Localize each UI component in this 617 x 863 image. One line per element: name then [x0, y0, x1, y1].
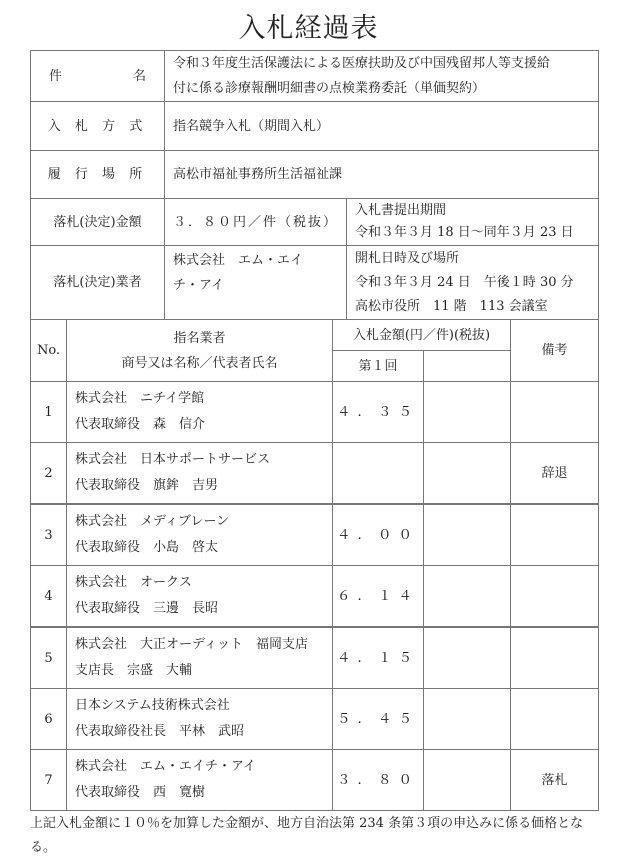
row-vendor	[66, 442, 333, 504]
row-no: 7	[30, 749, 67, 811]
subject-label	[30, 50, 165, 102]
row-representative: 支店長 宗盛 大輔	[75, 663, 193, 678]
row-remarks	[510, 688, 599, 750]
award-vendor-label: 落札(決定)業者	[30, 245, 165, 320]
subject-label-a: 件	[49, 68, 63, 84]
row-remarks: 落札	[510, 749, 599, 811]
row-company: 株式会社 大正オーディット 福岡支店	[75, 637, 308, 652]
row-company: 株式会社 エム・エイチ・アイ	[75, 759, 256, 774]
row-vendor	[66, 749, 333, 811]
opening-label: 開札日時及び場所	[355, 251, 460, 266]
row-representative: 代表取締役 小島 啓太	[75, 540, 219, 555]
header-remarks: 備考	[510, 319, 599, 382]
row-company: 株式会社 ニチイ学館	[75, 391, 205, 406]
row-vendor	[66, 627, 333, 689]
row-round-1: ４．３５	[332, 381, 424, 443]
opening-place: 高松市役所 11 階 113 会議室	[355, 299, 548, 314]
row-no: 2	[30, 442, 67, 504]
row-round-1: ４．１５	[332, 627, 424, 689]
method-value-text: 指名競争入札（期間入札）	[173, 118, 330, 134]
row-round-1	[332, 442, 424, 504]
footer-note: 上記入札金額に１０％を加算した金額が、地方自治法第 234 条第３項の申込みに係る価格となる。	[30, 816, 584, 855]
award-amount-value	[164, 198, 347, 246]
row-round-2	[423, 442, 511, 504]
award-vendor-line-2: チ・アイ	[173, 278, 224, 293]
row-vendor	[66, 688, 333, 750]
header-vendor-line-1: 指名業者	[173, 330, 226, 346]
row-round-2	[423, 504, 511, 566]
row-representative: 代表取締役 三邊 長昭	[75, 601, 219, 616]
row-no: 3	[30, 504, 67, 566]
subject-line-2: 付に係る診療報酬明細書の点検業務委託（単価契約）	[173, 81, 486, 96]
award-amount-text: ３．８０円／件（税抜）	[173, 214, 339, 230]
row-representative: 代表取締役 西 寛樹	[75, 785, 206, 800]
award-amount-label: 落札(決定)金額	[30, 198, 165, 246]
subject-value	[164, 50, 599, 102]
award-vendor-line-1: 株式会社 エム・エイ	[173, 253, 304, 268]
row-company: 株式会社 オークス	[75, 575, 192, 590]
row-vendor	[66, 565, 333, 627]
row-remarks	[510, 504, 599, 566]
row-remarks	[510, 627, 599, 689]
row-round-2	[423, 749, 511, 811]
header-vendor-line-2: 商号又は名称／代表者氏名	[121, 355, 278, 371]
submission-period	[346, 198, 599, 246]
row-no: 4	[30, 565, 67, 627]
document-title: 入札経過表	[238, 13, 379, 44]
header-vendor	[66, 319, 333, 382]
row-round-2	[423, 627, 511, 689]
row-round-2	[423, 688, 511, 750]
location-value	[164, 150, 599, 199]
row-representative: 代表取締役 旗鉾 吉男	[75, 478, 219, 493]
row-round-1: ５．４５	[332, 688, 424, 750]
opening-datetime: 令和３年３月 24 日 午後１時 30 分	[355, 275, 574, 290]
row-vendor	[66, 381, 333, 443]
row-representative: 代表取締役 森 信介	[75, 417, 206, 432]
method-label: 入 札 方 式	[30, 101, 165, 151]
method-value	[164, 101, 599, 151]
location-value-text: 高松市福祉事務所生活福祉課	[173, 167, 343, 182]
row-company: 日本システム技術株式会社	[75, 698, 230, 713]
row-remarks	[510, 565, 599, 627]
row-remarks: 辞退	[510, 442, 599, 504]
header-amount: 入札金額(円／件)(税抜)	[332, 319, 511, 351]
row-remarks	[510, 381, 599, 443]
row-vendor	[66, 504, 333, 566]
row-round-2	[423, 381, 511, 443]
row-no: 1	[30, 381, 67, 443]
row-round-2	[423, 565, 511, 627]
header-round-2	[423, 350, 511, 382]
row-no: 6	[30, 688, 67, 750]
subject-line-1: 令和３年度生活保護法による医療扶助及び中国残留邦人等支援給	[173, 56, 551, 71]
header-round-1: 第１回	[332, 350, 424, 382]
row-no: 5	[30, 627, 67, 689]
row-company: 株式会社 日本サポートサービス	[75, 452, 271, 467]
row-round-1: ４．００	[332, 504, 424, 566]
submission-period-label: 入札書提出期間	[355, 203, 447, 218]
header-no: No.	[30, 319, 67, 382]
subject-label-b: 名	[132, 68, 146, 84]
row-round-1: ３．８０	[332, 749, 424, 811]
row-round-1: ６．１４	[332, 565, 424, 627]
submission-period-value: 令和３年３月 18 日～同年３月 23 日	[355, 225, 574, 240]
location-label: 履 行 場 所	[30, 150, 165, 199]
opening-info	[346, 245, 599, 320]
award-vendor-value	[164, 245, 347, 320]
row-representative: 代表取締役社長 平林 武昭	[75, 724, 245, 739]
row-company: 株式会社 メディブレーン	[75, 514, 230, 529]
